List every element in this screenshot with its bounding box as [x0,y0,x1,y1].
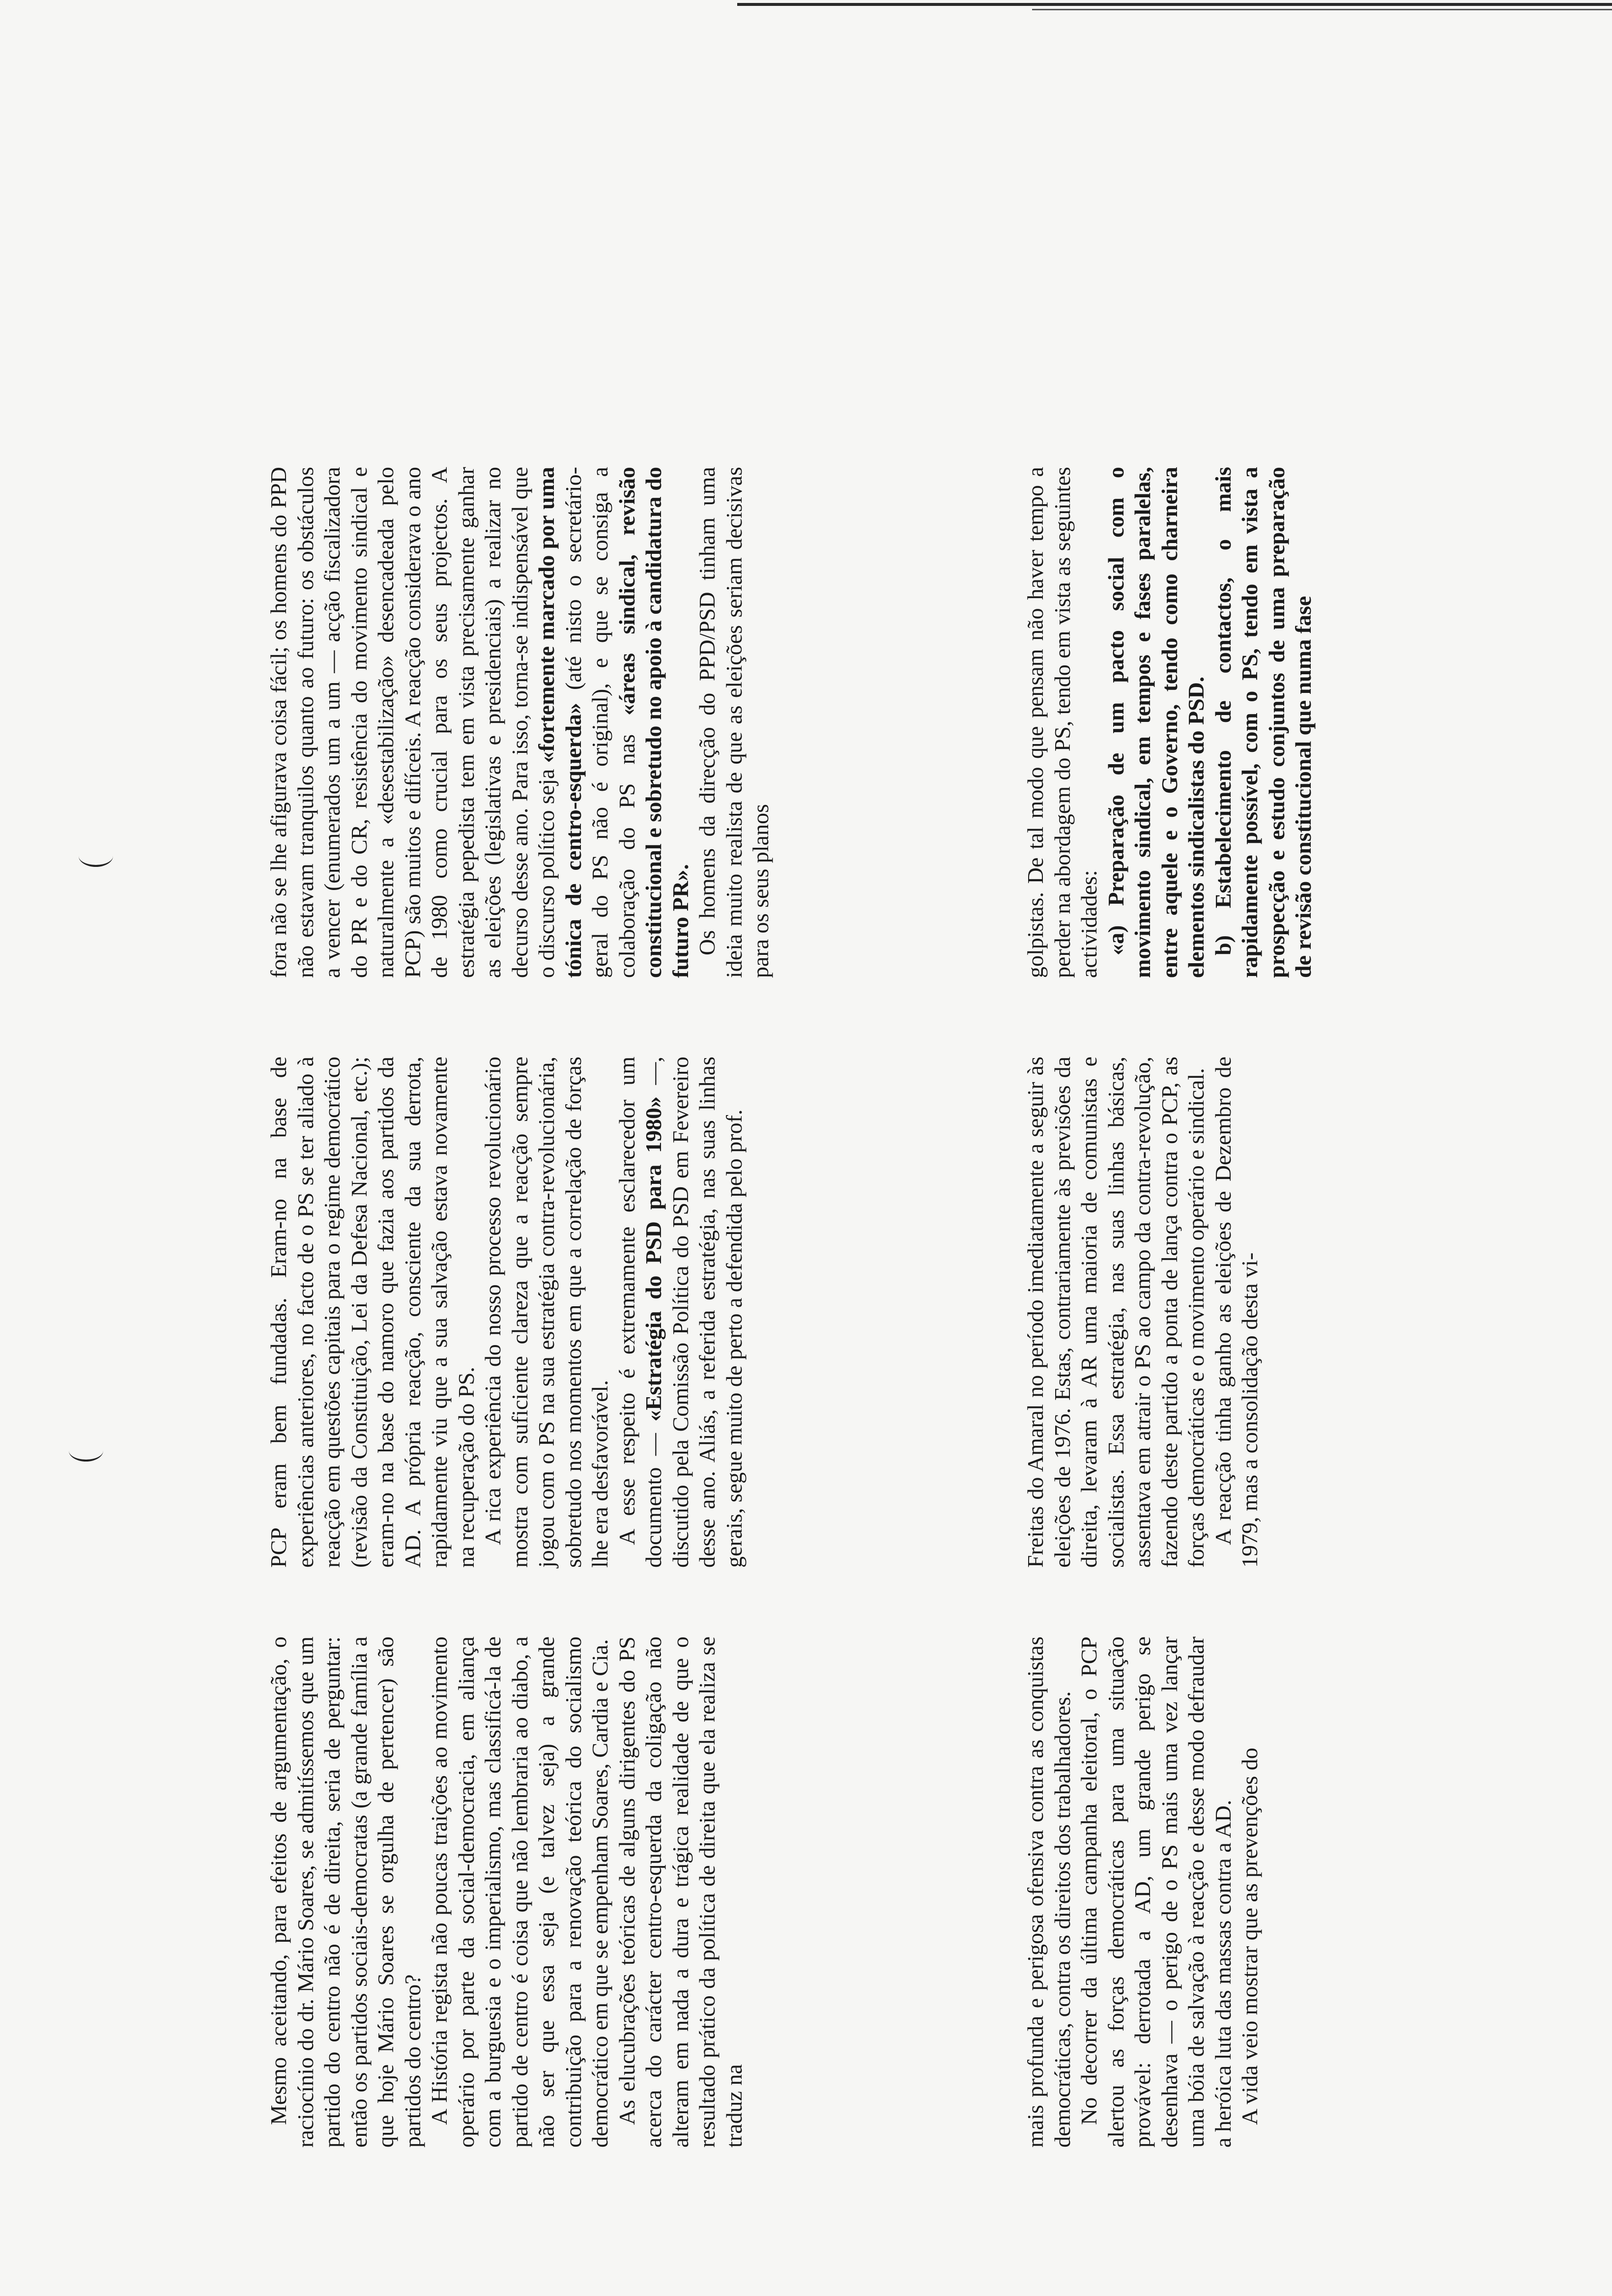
column-2-top [265,1057,748,1568]
bold-quote: «áreas sindical, revisão constitucional e sobretudo no apoio à candidatura do futuro PR». [614,467,693,978]
paragraph: mais profunda e perigosa ofensiva contra as conquistas democráticas, contra os direitos dos trabalhadores. [1023,1636,1075,2148]
paragraph: A História regista não poucas traições ao movimento operário por parte da social-democracia, em aliança com a burguesia e o imperialismo, mas classificá-la de partido de centro é coisa que não lembraria ao diabo, a não ser que essa seja (e talvez seja) a grande contribuição para a renovação teórica do socialismo democrático em que se empenham Soares, Cardia e Cia. [427,1636,612,2148]
text-run: A esse respeito é extremamente esclarecedor um documento — [614,1057,666,1568]
text-run: (até nisto o secretário-geral do PS não é original), e que se consiga a colaboração do PS nas [560,466,639,978]
top-edge-rule-thin [1032,9,1612,10]
paragraph [614,1057,748,1568]
rotated-text-sheet [265,84,1573,2148]
paragraph: No decorrer da última campanha eleitoral, o PCP alertou as forças democráticas para uma situação provável: derrotada a AD, um grande perigo se desenhava — o perigo de o PS mais uma vez lançar uma bóia de salvação à reacção e desse modo defraudar a heróica luta das massas contra a AD. [1076,1636,1236,2148]
paragraph: A reacção tinha ganho as eleições de Dezembro de 1979, mas a consolidação desta vi- [1210,1057,1262,1568]
top-edge-rule [737,3,1612,6]
column-3-top [265,467,775,978]
column-1-bottom [1022,1636,1264,2148]
bold-paragraph: b) Estabelecimento de contactos, o mais rapidamente possível, com o PS, tendo em vista a prospecção e estudo conjuntos de uma preparação de revisão constitucional que numa fase [1210,467,1316,978]
paragraph: A vida veio mostrar que as prevenções do [1237,1748,1262,2125]
column-3-bottom [1022,467,1317,978]
column-1-top [265,1636,748,2148]
paragraph: PCP eram bem fundadas. Eram-no na base de experiências anteriores, no facto de o PS se ter aliado à reacção em questões capitais para o regime democrático (revisão da Constituição, Lei da Defesa Nacional, etc.); eram-no na base do namoro que fazia aos partidos da AD. A própria reacção, consciente da sua derrota, rapidamente viu que a sua salvação estava novamente na recuperação do PS. [266,1057,479,1568]
text-run: fora não se lhe afigurava coisa fácil; os homens do PPD não estavam tranquilos quanto ao futuro: os obstáculos a vencer (enumerados um a um — acção fiscalizadora do PR e do CR, resistência do movimento sindical e naturalmente a «desestabilização» desencadeada pelo PCP) são muitos e difíceis. A reacção considerava o ano de 1980 como crucial para os seus projectos. A estratégia pepedista tem em vista precisamente ganhar as eleições (legislativas e presidenciais) a realizar no decurso desse ano. Para isso, torna-se indispensável que o discurso político seja [266,467,559,978]
quoted-title: «Estratégia do PSD para 1980» [641,1096,666,1422]
paragraph: A rica experiência do nosso processo revolucionário mostra com suficiente clareza que a reacção sempre jogou com o PS na sua estratégia contra-revolucionária, sobretudo nos momentos em que a correlação de forças lhe era desfavorável. [480,1057,612,1568]
punch-hole-mark [79,845,113,867]
column-2-bottom [1022,1057,1264,1568]
paragraph: golpistas. De tal modo que pensam não haver tempo a perder na abordagem do PS, tendo em vista as seguintes actividades: [1023,467,1101,978]
bold-paragraph: «a) Preparação de um pacto social com o movimento sindical, em tempos e fases paralelas, entre aquele e o Governo, tendo como charneira elementos sindicalistas do PSD. [1103,467,1209,978]
bold-quote: «fortemente marcado por uma tónica de centro-esquerda» [534,466,586,978]
paragraph [265,467,694,978]
paragraph: Mesmo aceitando, para efeitos de argumentação, o raciocínio do dr. Mário Soares, se admitíssemos que um partido do centro não é de direita, seria de perguntar: então os partidos sociais-democratas (a grande família a que hoje Mário Soares se orgulha de pertencer) são partidos do centro? [266,1636,425,2148]
paragraph: As elucubrações teóricas de alguns dirigentes do PS acerca do carácter centro-esquerda da coligação não alteram em nada a dura e trágica realidade de que o resultado prático da política de direita que ela realiza se traduz na [614,1636,747,2148]
paragraph: Os homens da direcção do PPD/PSD tinham uma ideia muito realista de que as eleições seriam decisivas para os seus planos [694,467,773,978]
punch-hole-mark [69,1440,103,1462]
text-run: —, discutido pela Comissão Política do PSD em Fevereiro desse ano. Aliás, a referida estratégia, nas suas linhas gerais, segue muito de perto a defendida pelo prof. [641,1056,747,1568]
paragraph: Freitas do Amaral no período imediatamente a seguir às eleições de 1976. Estas, contrariamente às previsões da direita, levaram à AR uma maioria de comunistas e socialistas. Essa estratégia, nas suas linhas básicas, assentava em atrair o PS ao campo da contra-revolução, fazendo deste partido a ponta de lança contra o PCP, as forças democráticas e o movimento operário e sindical. [1023,1057,1209,1568]
